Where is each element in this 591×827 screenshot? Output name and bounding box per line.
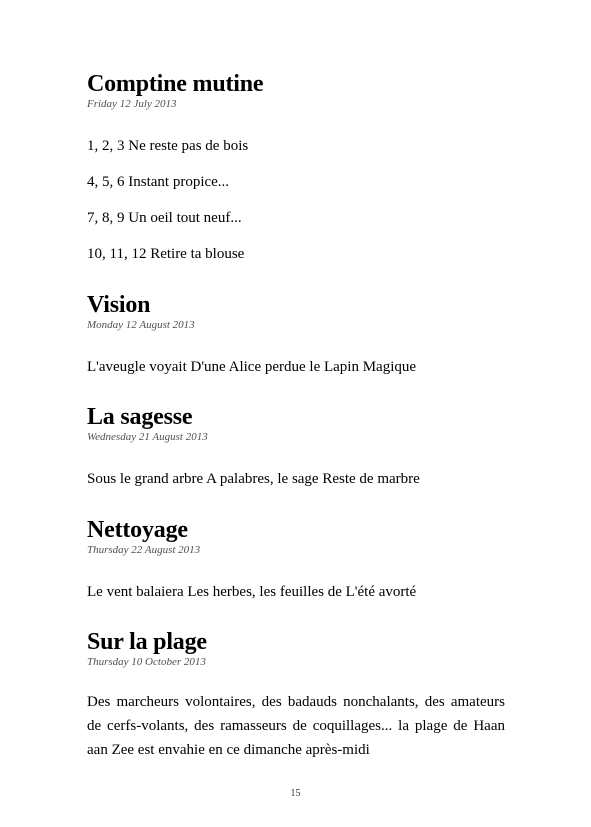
entry-date: Thursday 10 October 2013: [87, 656, 206, 668]
poem-line: 4, 5, 6 Instant propice...: [87, 174, 230, 190]
entry-nettoyage: [87, 516, 505, 600]
poem-line: L'aveugle voyait D'une Alice perdue le Lapin Magique: [87, 359, 417, 375]
entry-title: Comptine mutine: [87, 71, 264, 97]
poem-line: 1, 2, 3 Ne reste pas de bois: [87, 138, 249, 154]
poem-line: Le vent balaiera Les herbes, les feuilles de L'été avorté: [87, 584, 417, 600]
entry-vision: [87, 291, 505, 375]
entry-title: Sur la plage: [87, 629, 207, 655]
entry-date: Monday 12 August 2013: [87, 319, 195, 331]
entry-date: Thursday 22 August 2013: [87, 544, 201, 556]
entry-title: Vision: [87, 292, 151, 318]
entry-title: La sagesse: [87, 404, 193, 430]
entry-date: Wednesday 21 August 2013: [87, 431, 208, 443]
poem-line: 7, 8, 9 Un oeil tout neuf...: [87, 210, 242, 226]
page-number: 15: [290, 788, 301, 799]
entry-date: Friday 12 July 2013: [87, 98, 177, 110]
prose-paragraph: Des marcheurs volontaires, des badauds nonchalants, des amateurs de cerfs-volants, des ramasseurs de coquillages... la plage de Haan aan Zee est envahie en ce dimanche après-midi: [87, 694, 505, 758]
entry-comptine-mutine: [87, 70, 505, 262]
poem-line: 10, 11, 12 Retire ta blouse: [87, 246, 245, 262]
entry-la-sagesse: [87, 403, 505, 487]
entry-title: Nettoyage: [87, 517, 188, 543]
poem-line: Sous le grand arbre A palabres, le sage Reste de marbre: [87, 471, 420, 487]
entry-sur-la-plage: [87, 628, 505, 758]
